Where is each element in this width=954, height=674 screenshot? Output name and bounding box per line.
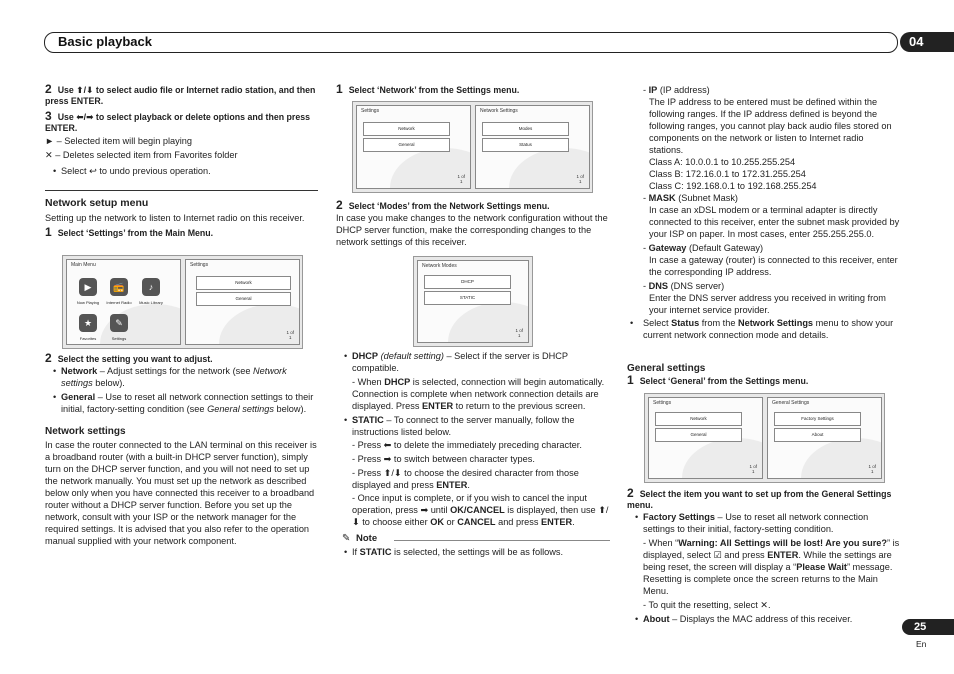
undo-icon: ↩ [89,166,97,176]
checkbox-icon: ☑ [713,550,722,560]
note-title: Note [356,533,378,544]
network-menu-item: Network [363,122,450,136]
network-settings-panel: Network Settings Modes Status 1 of 1 [475,105,590,189]
note-pencil-icon: ✎ [342,533,351,544]
screenshot-general-settings [644,393,885,483]
factory-settings-menu-item: Factory Settings [774,412,861,426]
right-arrow-icon: ➡ [420,505,429,515]
ip-body: The IP address to be entered must be defined within the following ranges. If the IP address defined is beyond the following ranges, you cannot play back audio files stored on components on the network or listen to Internet radio stations. [649,97,892,155]
gateway-heading: - Gateway (Default Gateway) [643,243,764,253]
status-bullet: • Select Status from the Network Settings menu to show your current network connection mode and details. [630,318,894,340]
about-bullet: • About – Displays the MAC address of this receiver. [627,613,900,625]
class-a: Class A: 10.0.0.1 to 10.255.255.254 [649,157,796,167]
left-column-lower [45,353,318,547]
static-step-1: - Press ⬅ to delete the immediately preceding character. [352,440,582,450]
network-setup-intro: Setting up the network to listen to Internet radio on this receiver. [45,213,305,223]
note-header [336,533,610,546]
settings-icon: ✎ [110,314,128,332]
play-line: ► – Selected item will begin playing [45,136,192,146]
settings-panel: Settings Network General 1 of 1 [185,259,300,345]
middle-lower [336,350,610,558]
quit-reset-line: - To quit the resetting, select ✕. [643,600,771,610]
network-settings-heading: Network settings [45,426,126,437]
general-menu-item: General [363,138,450,152]
middle-step-2 [336,200,608,248]
internet-radio-icon: 📻 [110,278,128,296]
setup-step-1: 1 Select ‘Settings’ from the Main Menu. [45,225,214,239]
general-lower [627,488,900,625]
gateway-body: In case a gateway (router) is connected to this receiver, enter the corresponding IP address. [649,255,898,277]
mask-heading: - MASK (Subnet Mask) [643,193,738,203]
settings-panel: Settings Network General 1 of 1 [648,397,763,479]
screenshot-main-menu [62,255,303,349]
undo-line: • Select ↩ to undo previous operation. [45,165,318,177]
general-menu-item: General [655,428,742,442]
dhcp-menu-item: DHCP [424,275,511,289]
middle-step-1 [336,84,608,96]
static-step-2: - Press ➡ to switch between character types. [352,454,535,464]
step-3: 3 Use ⬅/➡ to select playback or delete options and then press ENTER. [45,109,311,133]
left-column [45,84,318,239]
bullet-dhcp: • DHCP (default setting) – Select if the server is DHCP compatible. [336,350,610,374]
general-step-2: 2 Select the item you want to set up from the General Settings menu. [627,486,892,510]
close-icon: ✕ [760,600,768,610]
general-settings-panel: General Settings Factory Settings About 1 of 1 [767,397,882,479]
left-right-arrows-icon: ⬅/➡ [76,112,94,122]
header-bar [44,32,898,53]
now-playing-icon: ▶ [79,278,97,296]
settings-panel: Settings Network General 1 of 1 [356,105,471,189]
network-menu-item: Network [655,412,742,426]
music-library-icon: ♪ [142,278,160,296]
note-text: • If STATIC is selected, the settings will be as follows. [336,546,610,558]
divider [45,190,318,191]
about-menu-item: About [774,428,861,442]
dns-body: Enter the DNS server address you received in writing from your internet service provider. [649,293,886,315]
network-step-1: 1 Select ‘Network’ from the Settings menu. [336,82,520,96]
factory-settings-detail: - When “Warning: All Settings will be lost! Are you sure?” is displayed, select ☑ and press ENTER. While the settings are being reset, the screen will display a “Please Wait” message. Resetting is complete once the screen returns to the Main Menu. [643,538,900,596]
left-arrow-icon: ⬅ [383,440,392,450]
page-number: 25 [902,619,954,635]
screenshot-network-settings [352,101,593,193]
network-modes-panel: Network Modes DHCP STATIC 1 of 1 [417,260,529,343]
bullet-network: • Network – Adjust settings for the network (see Network settings below). [45,365,318,389]
general-menu-item: General [196,292,291,306]
right-column [630,84,900,341]
delete-line: ✕ – Deletes selected item from Favorites folder [45,150,238,160]
setup-step-2: 2 Select the setting you want to adjust. [45,351,213,365]
network-step-2: 2 Select ‘Modes’ from the Network Settings menu. [336,198,550,212]
step-2: 2 Use ⬆/⬇ to select audio file or Internet radio station, and then press ENTER. [45,82,316,106]
network-settings-body: In case the router connected to the LAN terminal on this receiver is a broadband router (with a built-in DHCP server function), simply turn on the DHCP server function, and you will not need to set up the network manually. You must set up the network as described below only when you have connected this receiver to a broadband router without a DHCP server function. Before you set up the network, consult with your ISP or the network manager for the required settings. It is advised that you also refer to the operation manual supplied with your network component. [45,440,317,546]
class-c: Class C: 192.168.0.1 to 192.168.255.254 [649,181,817,191]
language-code: En [916,639,927,649]
factory-settings-bullet: • Factory Settings – Use to reset all network connection settings to their initial, factory-setting condition. [627,511,900,535]
right-arrow-icon: ➡ [383,454,392,464]
up-down-arrows-icon: ⬆/⬇ [76,85,94,95]
static-menu-item: STATIC [424,291,511,305]
static-step-4: - Once input is complete, or if you wish to cancel the input operation, press ➡ until OK/CANCEL is displayed, then use ⬆/⬇ to choose either OK or CANCEL and press ENTER. [352,493,609,527]
main-menu-panel: Main Menu ▶ Now Playing 📻 Internet Radio ♪ Music Library ★ Favorites ✎ Settings [66,259,181,345]
general-settings-section [627,362,900,387]
mask-body: In case an xDSL modem or a terminal adapter is directly connected to this receiver, enter the subnet mask provided by your ISP on paper. In most cases, enter 255.255.255.0. [649,205,900,239]
screenshot-network-modes [413,256,533,347]
network-setup-heading: Network setup menu [45,197,149,209]
dns-heading: - DNS (DNS server) [643,281,725,291]
network-menu-item: Network [196,276,291,290]
network-step-2-body: In case you make changes to the network configuration without the DHCP server function, make the corresponding changes to the network settings of this receiver. [336,213,608,247]
status-menu-item: Status [482,138,569,152]
class-b: Class B: 172.16.0.1 to 172.31.255.254 [649,169,806,179]
chapter-tab: 04 [900,32,954,52]
static-step-3: - Press ⬆/⬇ to choose the desired character from those displayed and press ENTER. [352,468,579,490]
ip-heading: - IP (IP address) [643,85,710,95]
bullet-static: • STATIC – To connect to the server manually, follow the instructions listed below. [336,414,610,438]
general-settings-heading: General settings [627,363,706,374]
bullet-general: • General – Use to reset all network connection settings to their initial, factory-setting condition (see General settings below). [45,391,318,415]
favorites-icon: ★ [79,314,97,332]
page-title: Basic playback [58,34,152,49]
up-down-arrows-icon: ⬆/⬇ [352,505,609,527]
modes-menu-item: Modes [482,122,569,136]
up-down-arrows-icon: ⬆/⬇ [383,468,402,478]
dhcp-detail: - When DHCP is selected, connection will begin automatically. Connection is complete when network connection details are displayed. Press ENTER to return to the previous screen. [352,377,605,411]
general-step-1: 1 Select ‘General’ from the Settings menu. [627,373,809,387]
